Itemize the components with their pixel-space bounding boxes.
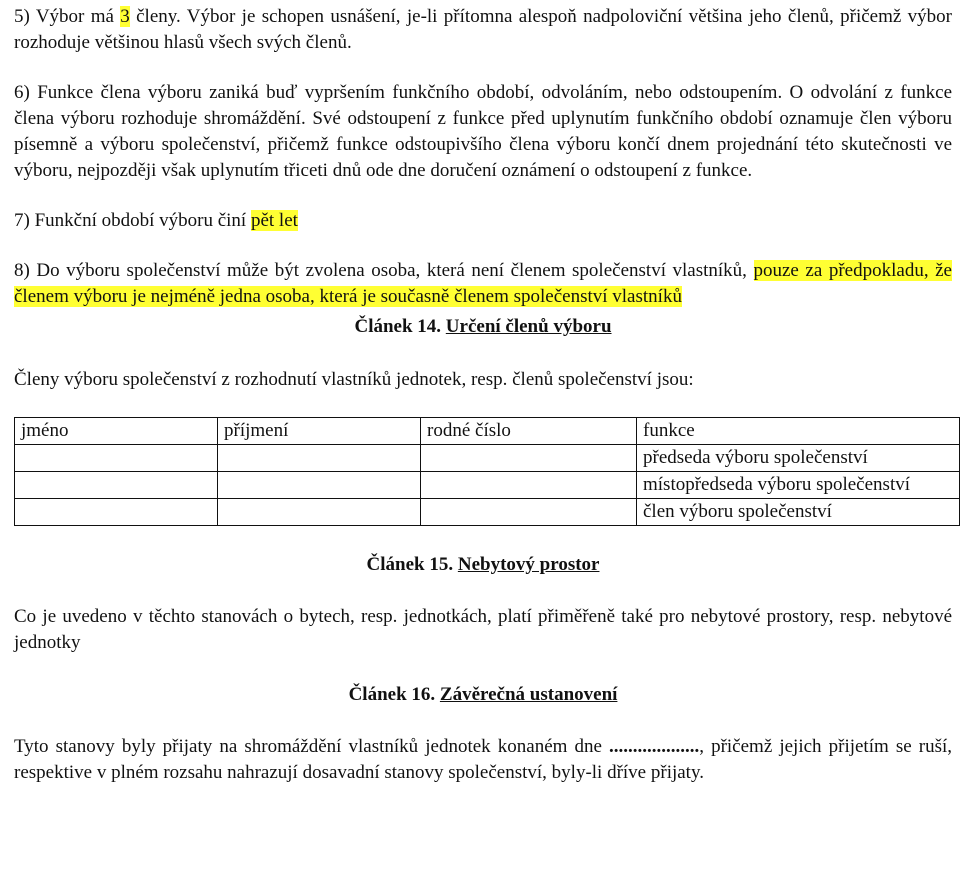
table-cell: příjmení bbox=[218, 418, 421, 445]
article-14-number: Článek 14. bbox=[354, 316, 442, 337]
article-15-number: Článek 15. bbox=[366, 554, 454, 575]
table-cell: jméno bbox=[15, 418, 218, 445]
article-16-text bbox=[14, 734, 952, 786]
table-cell: místopředseda výboru společenství bbox=[637, 472, 960, 499]
article-16-number: Článek 16. bbox=[348, 684, 436, 705]
article-15-title: Nebytový prostor bbox=[457, 554, 600, 575]
table-row bbox=[15, 499, 960, 526]
table-row bbox=[15, 472, 960, 499]
article-16-text-start: Tyto stanovy byly přijaty na shromáždění vlastníků jednotek konaném dne bbox=[14, 736, 609, 757]
table-cell: člen výboru společenství bbox=[637, 499, 960, 526]
article-16-heading bbox=[14, 682, 952, 708]
article-14-title: Určení členů výboru bbox=[445, 316, 612, 337]
table-cell bbox=[15, 499, 218, 526]
table-cell bbox=[218, 472, 421, 499]
table-cell bbox=[421, 445, 637, 472]
article-16-title: Závěrečná ustanovení bbox=[439, 684, 618, 705]
paragraph-7 bbox=[14, 208, 952, 234]
table-cell: předseda výboru společenství bbox=[637, 445, 960, 472]
table-cell bbox=[218, 499, 421, 526]
article-16-text-end: , přičemž jejich přijetím se ruší, respektive v plném rozsahu nahrazují dosavadní stanovy společenství, byly-li dříve přijaty. bbox=[14, 736, 953, 783]
table-cell bbox=[15, 445, 218, 472]
table-cell bbox=[421, 499, 637, 526]
paragraph-5-text-end: členy. Výbor je schopen usnášení, je-li přítomna alespoň nadpoloviční většina jeho členů, přičemž výbor rozhoduje většinou hlasů všech svých členů. bbox=[14, 6, 952, 53]
article-14-heading bbox=[14, 314, 952, 340]
table-cell bbox=[421, 472, 637, 499]
paragraph-7-text: 7) Funkční období výboru činí bbox=[14, 210, 251, 231]
highlight-condition: pouze za předpokladu, že členem výboru je nejméně jedna osoba, která je současně členem společenství vlastníků bbox=[14, 260, 952, 307]
highlight-term-length: pět let bbox=[250, 210, 298, 231]
table-row bbox=[15, 445, 960, 472]
paragraph-5-text: 5) Výbor má bbox=[14, 6, 121, 27]
article-15-text: Co je uvedeno v těchto stanovách o bytech, resp. jednotkách, platí přiměřeně také pro nebytové prostory, resp. nebytové jednotky bbox=[14, 606, 952, 653]
table-cell: rodné číslo bbox=[421, 418, 637, 445]
paragraph-6: 6) Funkce člena výboru zaniká buď vypršením funkčního období, odvoláním, nebo odstoupením. O odvolání z funkce člena výboru rozhoduje shromáždění. Své odstoupení z funkce před uplynutím funkčního období oznamuje člen výboru písemně a výboru společenství, přičemž funkce odstoupivšího člena výboru končí dnem projednání této skutečnosti ve výboru, nejpozději však uplynutím třiceti dnů ode dne doručení oznámení o odstoupení z funkce. bbox=[14, 82, 952, 181]
article-15-heading bbox=[14, 552, 952, 578]
document-page bbox=[0, 4, 960, 877]
article-14-intro: Členy výboru společenství z rozhodnutí vlastníků jednotek, resp. členů společenství jsou: bbox=[14, 369, 694, 390]
table-cell: funkce bbox=[637, 418, 960, 445]
paragraph-8 bbox=[14, 258, 952, 310]
committee-members-table bbox=[14, 417, 960, 526]
paragraph-5 bbox=[14, 4, 952, 56]
table-header-row bbox=[15, 418, 960, 445]
date-blank: ................... bbox=[609, 736, 700, 757]
paragraph-8-text: 8) Do výboru společenství může být zvolena osoba, která není členem společenství vlastníků, bbox=[14, 260, 754, 281]
highlight-member-count: 3 bbox=[120, 6, 130, 27]
table-cell bbox=[218, 445, 421, 472]
table-cell bbox=[15, 472, 218, 499]
